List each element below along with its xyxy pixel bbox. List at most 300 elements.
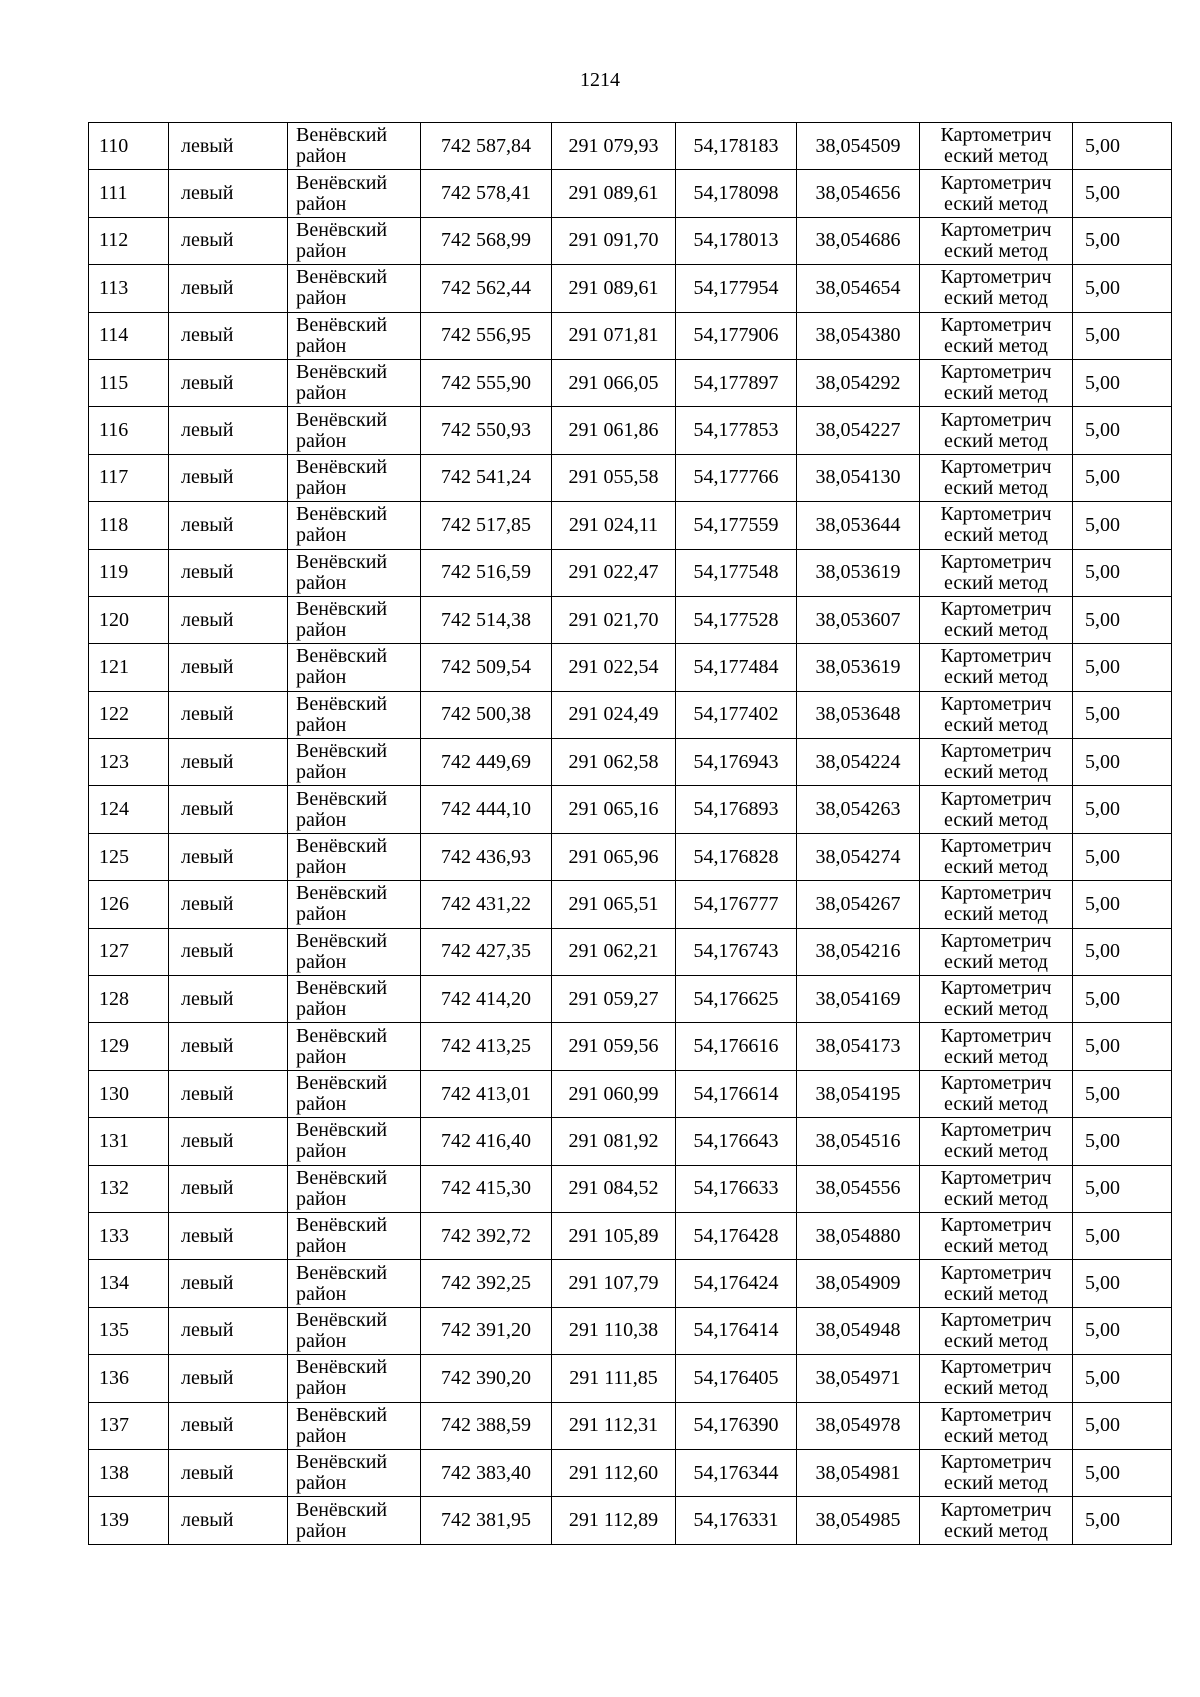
point-number-cell: 115 bbox=[89, 359, 169, 406]
table-row bbox=[89, 1165, 1172, 1212]
table-row bbox=[89, 1023, 1172, 1070]
accuracy-cell: 5,00 bbox=[1073, 549, 1172, 596]
coord-x-cell: 742 436,93 bbox=[421, 833, 552, 880]
table-row bbox=[89, 833, 1172, 880]
coord-y-cell: 291 061,86 bbox=[552, 407, 676, 454]
table-row bbox=[89, 359, 1172, 406]
point-number-cell: 117 bbox=[89, 454, 169, 501]
latitude-cell: 54,176414 bbox=[676, 1307, 797, 1354]
accuracy-cell: 5,00 bbox=[1073, 123, 1172, 170]
district-cell: Венёвский район bbox=[288, 644, 421, 691]
method-cell: Картометрич еский метод bbox=[920, 644, 1073, 691]
coord-x-cell: 742 514,38 bbox=[421, 596, 552, 643]
accuracy-cell: 5,00 bbox=[1073, 833, 1172, 880]
method-cell: Картометрич еский метод bbox=[920, 786, 1073, 833]
bank-side-cell: левый bbox=[169, 454, 288, 501]
coord-y-cell: 291 084,52 bbox=[552, 1165, 676, 1212]
district-cell: Венёвский район bbox=[288, 786, 421, 833]
method-cell: Картометрич еский метод bbox=[920, 1023, 1073, 1070]
coord-y-cell: 291 105,89 bbox=[552, 1212, 676, 1259]
table-row bbox=[89, 454, 1172, 501]
point-number-cell: 113 bbox=[89, 265, 169, 312]
bank-side-cell: левый bbox=[169, 644, 288, 691]
latitude-cell: 54,177766 bbox=[676, 454, 797, 501]
coord-x-cell: 742 449,69 bbox=[421, 739, 552, 786]
longitude-cell: 38,054686 bbox=[797, 217, 920, 264]
district-cell: Венёвский район bbox=[288, 1070, 421, 1117]
longitude-cell: 38,054556 bbox=[797, 1165, 920, 1212]
coord-y-cell: 291 079,93 bbox=[552, 123, 676, 170]
latitude-cell: 54,176643 bbox=[676, 1118, 797, 1165]
table-row bbox=[89, 1402, 1172, 1449]
table-row bbox=[89, 739, 1172, 786]
bank-side-cell: левый bbox=[169, 265, 288, 312]
longitude-cell: 38,054656 bbox=[797, 170, 920, 217]
accuracy-cell: 5,00 bbox=[1073, 691, 1172, 738]
longitude-cell: 38,054224 bbox=[797, 739, 920, 786]
method-cell: Картометрич еский метод bbox=[920, 833, 1073, 880]
longitude-cell: 38,054654 bbox=[797, 265, 920, 312]
latitude-cell: 54,178098 bbox=[676, 170, 797, 217]
method-cell: Картометрич еский метод bbox=[920, 123, 1073, 170]
latitude-cell: 54,178183 bbox=[676, 123, 797, 170]
district-cell: Венёвский район bbox=[288, 217, 421, 264]
district-cell: Венёвский район bbox=[288, 454, 421, 501]
method-cell: Картометрич еский метод bbox=[920, 359, 1073, 406]
point-number-cell: 135 bbox=[89, 1307, 169, 1354]
longitude-cell: 38,054880 bbox=[797, 1212, 920, 1259]
coord-x-cell: 742 578,41 bbox=[421, 170, 552, 217]
accuracy-cell: 5,00 bbox=[1073, 1260, 1172, 1307]
coordinates-table bbox=[88, 122, 1172, 1545]
accuracy-cell: 5,00 bbox=[1073, 1497, 1172, 1544]
method-cell: Картометрич еский метод bbox=[920, 1165, 1073, 1212]
latitude-cell: 54,177897 bbox=[676, 359, 797, 406]
longitude-cell: 38,053648 bbox=[797, 691, 920, 738]
coord-x-cell: 742 413,01 bbox=[421, 1070, 552, 1117]
table-row bbox=[89, 1449, 1172, 1496]
district-cell: Венёвский район bbox=[288, 976, 421, 1023]
coord-y-cell: 291 066,05 bbox=[552, 359, 676, 406]
district-cell: Венёвский район bbox=[288, 1023, 421, 1070]
bank-side-cell: левый bbox=[169, 976, 288, 1023]
method-cell: Картометрич еский метод bbox=[920, 1070, 1073, 1117]
coord-y-cell: 291 022,54 bbox=[552, 644, 676, 691]
method-cell: Картометрич еский метод bbox=[920, 217, 1073, 264]
point-number-cell: 112 bbox=[89, 217, 169, 264]
coord-y-cell: 291 022,47 bbox=[552, 549, 676, 596]
latitude-cell: 54,176405 bbox=[676, 1355, 797, 1402]
table-row bbox=[89, 1307, 1172, 1354]
point-number-cell: 120 bbox=[89, 596, 169, 643]
table-row bbox=[89, 170, 1172, 217]
district-cell: Венёвский район bbox=[288, 549, 421, 596]
accuracy-cell: 5,00 bbox=[1073, 454, 1172, 501]
coord-x-cell: 742 562,44 bbox=[421, 265, 552, 312]
accuracy-cell: 5,00 bbox=[1073, 1402, 1172, 1449]
district-cell: Венёвский район bbox=[288, 1449, 421, 1496]
table-row bbox=[89, 881, 1172, 928]
coord-x-cell: 742 500,38 bbox=[421, 691, 552, 738]
longitude-cell: 38,053619 bbox=[797, 644, 920, 691]
point-number-cell: 124 bbox=[89, 786, 169, 833]
table-row bbox=[89, 1118, 1172, 1165]
point-number-cell: 138 bbox=[89, 1449, 169, 1496]
district-cell: Венёвский район bbox=[288, 312, 421, 359]
latitude-cell: 54,176625 bbox=[676, 976, 797, 1023]
latitude-cell: 54,176344 bbox=[676, 1449, 797, 1496]
method-cell: Картометрич еский метод bbox=[920, 1118, 1073, 1165]
coord-x-cell: 742 383,40 bbox=[421, 1449, 552, 1496]
bank-side-cell: левый bbox=[169, 407, 288, 454]
latitude-cell: 54,176943 bbox=[676, 739, 797, 786]
latitude-cell: 54,176893 bbox=[676, 786, 797, 833]
accuracy-cell: 5,00 bbox=[1073, 170, 1172, 217]
point-number-cell: 114 bbox=[89, 312, 169, 359]
bank-side-cell: левый bbox=[169, 1355, 288, 1402]
point-number-cell: 126 bbox=[89, 881, 169, 928]
latitude-cell: 54,176616 bbox=[676, 1023, 797, 1070]
method-cell: Картометрич еский метод bbox=[920, 454, 1073, 501]
coord-x-cell: 742 415,30 bbox=[421, 1165, 552, 1212]
coord-y-cell: 291 059,27 bbox=[552, 976, 676, 1023]
bank-side-cell: левый bbox=[169, 1402, 288, 1449]
method-cell: Картометрич еский метод bbox=[920, 407, 1073, 454]
coord-y-cell: 291 081,92 bbox=[552, 1118, 676, 1165]
coord-x-cell: 742 390,20 bbox=[421, 1355, 552, 1402]
coord-y-cell: 291 062,21 bbox=[552, 928, 676, 975]
district-cell: Венёвский район bbox=[288, 170, 421, 217]
district-cell: Венёвский район bbox=[288, 928, 421, 975]
coord-x-cell: 742 550,93 bbox=[421, 407, 552, 454]
table-row bbox=[89, 976, 1172, 1023]
coord-x-cell: 742 556,95 bbox=[421, 312, 552, 359]
latitude-cell: 54,176428 bbox=[676, 1212, 797, 1259]
method-cell: Картометрич еский метод bbox=[920, 1307, 1073, 1354]
accuracy-cell: 5,00 bbox=[1073, 644, 1172, 691]
table-row bbox=[89, 928, 1172, 975]
coord-y-cell: 291 111,85 bbox=[552, 1355, 676, 1402]
latitude-cell: 54,176777 bbox=[676, 881, 797, 928]
coord-y-cell: 291 024,11 bbox=[552, 502, 676, 549]
coord-x-cell: 742 516,59 bbox=[421, 549, 552, 596]
longitude-cell: 38,053619 bbox=[797, 549, 920, 596]
latitude-cell: 54,177954 bbox=[676, 265, 797, 312]
point-number-cell: 118 bbox=[89, 502, 169, 549]
longitude-cell: 38,054981 bbox=[797, 1449, 920, 1496]
district-cell: Венёвский район bbox=[288, 1118, 421, 1165]
coord-y-cell: 291 065,51 bbox=[552, 881, 676, 928]
coordinates-table-body bbox=[89, 123, 1172, 1545]
coord-x-cell: 742 381,95 bbox=[421, 1497, 552, 1544]
coord-x-cell: 742 568,99 bbox=[421, 217, 552, 264]
accuracy-cell: 5,00 bbox=[1073, 502, 1172, 549]
point-number-cell: 111 bbox=[89, 170, 169, 217]
bank-side-cell: левый bbox=[169, 502, 288, 549]
table-row bbox=[89, 312, 1172, 359]
longitude-cell: 38,053607 bbox=[797, 596, 920, 643]
method-cell: Картометрич еский метод bbox=[920, 1212, 1073, 1259]
district-cell: Венёвский район bbox=[288, 359, 421, 406]
longitude-cell: 38,054169 bbox=[797, 976, 920, 1023]
coord-y-cell: 291 062,58 bbox=[552, 739, 676, 786]
coord-y-cell: 291 071,81 bbox=[552, 312, 676, 359]
bank-side-cell: левый bbox=[169, 1307, 288, 1354]
bank-side-cell: левый bbox=[169, 786, 288, 833]
point-number-cell: 127 bbox=[89, 928, 169, 975]
bank-side-cell: левый bbox=[169, 217, 288, 264]
method-cell: Картометрич еский метод bbox=[920, 1497, 1073, 1544]
coord-x-cell: 742 431,22 bbox=[421, 881, 552, 928]
latitude-cell: 54,177402 bbox=[676, 691, 797, 738]
district-cell: Венёвский район bbox=[288, 1212, 421, 1259]
point-number-cell: 123 bbox=[89, 739, 169, 786]
longitude-cell: 38,054516 bbox=[797, 1118, 920, 1165]
district-cell: Венёвский район bbox=[288, 407, 421, 454]
method-cell: Картометрич еский метод bbox=[920, 881, 1073, 928]
bank-side-cell: левый bbox=[169, 596, 288, 643]
accuracy-cell: 5,00 bbox=[1073, 1307, 1172, 1354]
method-cell: Картометрич еский метод bbox=[920, 502, 1073, 549]
table-row bbox=[89, 691, 1172, 738]
district-cell: Венёвский район bbox=[288, 123, 421, 170]
accuracy-cell: 5,00 bbox=[1073, 976, 1172, 1023]
coord-x-cell: 742 444,10 bbox=[421, 786, 552, 833]
point-number-cell: 131 bbox=[89, 1118, 169, 1165]
longitude-cell: 38,054130 bbox=[797, 454, 920, 501]
district-cell: Венёвский район bbox=[288, 502, 421, 549]
district-cell: Венёвский район bbox=[288, 1355, 421, 1402]
table-row bbox=[89, 1260, 1172, 1307]
table-row bbox=[89, 549, 1172, 596]
longitude-cell: 38,054971 bbox=[797, 1355, 920, 1402]
bank-side-cell: левый bbox=[169, 1070, 288, 1117]
coord-y-cell: 291 065,16 bbox=[552, 786, 676, 833]
district-cell: Венёвский район bbox=[288, 1165, 421, 1212]
longitude-cell: 38,054227 bbox=[797, 407, 920, 454]
bank-side-cell: левый bbox=[169, 549, 288, 596]
point-number-cell: 134 bbox=[89, 1260, 169, 1307]
latitude-cell: 54,176331 bbox=[676, 1497, 797, 1544]
table-row bbox=[89, 1497, 1172, 1544]
accuracy-cell: 5,00 bbox=[1073, 739, 1172, 786]
table-row bbox=[89, 407, 1172, 454]
table-row bbox=[89, 596, 1172, 643]
table-row bbox=[89, 502, 1172, 549]
latitude-cell: 54,178013 bbox=[676, 217, 797, 264]
coord-y-cell: 291 089,61 bbox=[552, 265, 676, 312]
bank-side-cell: левый bbox=[169, 1497, 288, 1544]
method-cell: Картометрич еский метод bbox=[920, 1260, 1073, 1307]
point-number-cell: 133 bbox=[89, 1212, 169, 1259]
point-number-cell: 122 bbox=[89, 691, 169, 738]
method-cell: Картометрич еский метод bbox=[920, 691, 1073, 738]
longitude-cell: 38,054263 bbox=[797, 786, 920, 833]
longitude-cell: 38,054173 bbox=[797, 1023, 920, 1070]
accuracy-cell: 5,00 bbox=[1073, 1355, 1172, 1402]
district-cell: Венёвский район bbox=[288, 833, 421, 880]
accuracy-cell: 5,00 bbox=[1073, 312, 1172, 359]
longitude-cell: 38,054274 bbox=[797, 833, 920, 880]
longitude-cell: 38,054216 bbox=[797, 928, 920, 975]
bank-side-cell: левый bbox=[169, 123, 288, 170]
longitude-cell: 38,054948 bbox=[797, 1307, 920, 1354]
coord-x-cell: 742 416,40 bbox=[421, 1118, 552, 1165]
accuracy-cell: 5,00 bbox=[1073, 1118, 1172, 1165]
coord-y-cell: 291 065,96 bbox=[552, 833, 676, 880]
district-cell: Венёвский район bbox=[288, 265, 421, 312]
coord-y-cell: 291 060,99 bbox=[552, 1070, 676, 1117]
latitude-cell: 54,177528 bbox=[676, 596, 797, 643]
accuracy-cell: 5,00 bbox=[1073, 596, 1172, 643]
latitude-cell: 54,176390 bbox=[676, 1402, 797, 1449]
method-cell: Картометрич еский метод bbox=[920, 549, 1073, 596]
coord-y-cell: 291 021,70 bbox=[552, 596, 676, 643]
table-row bbox=[89, 644, 1172, 691]
longitude-cell: 38,054380 bbox=[797, 312, 920, 359]
coord-x-cell: 742 587,84 bbox=[421, 123, 552, 170]
coord-x-cell: 742 413,25 bbox=[421, 1023, 552, 1070]
latitude-cell: 54,176614 bbox=[676, 1070, 797, 1117]
longitude-cell: 38,053644 bbox=[797, 502, 920, 549]
district-cell: Венёвский район bbox=[288, 1402, 421, 1449]
page-number: 1214 bbox=[580, 69, 620, 91]
accuracy-cell: 5,00 bbox=[1073, 217, 1172, 264]
method-cell: Картометрич еский метод bbox=[920, 596, 1073, 643]
point-number-cell: 130 bbox=[89, 1070, 169, 1117]
accuracy-cell: 5,00 bbox=[1073, 1023, 1172, 1070]
method-cell: Картометрич еский метод bbox=[920, 928, 1073, 975]
table-row bbox=[89, 786, 1172, 833]
latitude-cell: 54,177853 bbox=[676, 407, 797, 454]
table-row bbox=[89, 1070, 1172, 1117]
coord-y-cell: 291 110,38 bbox=[552, 1307, 676, 1354]
district-cell: Венёвский район bbox=[288, 691, 421, 738]
latitude-cell: 54,177559 bbox=[676, 502, 797, 549]
coord-x-cell: 742 388,59 bbox=[421, 1402, 552, 1449]
bank-side-cell: левый bbox=[169, 359, 288, 406]
latitude-cell: 54,177906 bbox=[676, 312, 797, 359]
table-row bbox=[89, 217, 1172, 264]
longitude-cell: 38,054978 bbox=[797, 1402, 920, 1449]
coord-y-cell: 291 112,31 bbox=[552, 1402, 676, 1449]
point-number-cell: 110 bbox=[89, 123, 169, 170]
accuracy-cell: 5,00 bbox=[1073, 1449, 1172, 1496]
point-number-cell: 128 bbox=[89, 976, 169, 1023]
latitude-cell: 54,176743 bbox=[676, 928, 797, 975]
point-number-cell: 136 bbox=[89, 1355, 169, 1402]
district-cell: Венёвский район bbox=[288, 739, 421, 786]
bank-side-cell: левый bbox=[169, 739, 288, 786]
longitude-cell: 38,054292 bbox=[797, 359, 920, 406]
latitude-cell: 54,176828 bbox=[676, 833, 797, 880]
accuracy-cell: 5,00 bbox=[1073, 1070, 1172, 1117]
district-cell: Венёвский район bbox=[288, 1260, 421, 1307]
coord-x-cell: 742 509,54 bbox=[421, 644, 552, 691]
method-cell: Картометрич еский метод bbox=[920, 739, 1073, 786]
point-number-cell: 129 bbox=[89, 1023, 169, 1070]
coord-y-cell: 291 089,61 bbox=[552, 170, 676, 217]
point-number-cell: 137 bbox=[89, 1402, 169, 1449]
bank-side-cell: левый bbox=[169, 1023, 288, 1070]
method-cell: Картометрич еский метод bbox=[920, 1355, 1073, 1402]
table-row bbox=[89, 1355, 1172, 1402]
point-number-cell: 119 bbox=[89, 549, 169, 596]
bank-side-cell: левый bbox=[169, 1118, 288, 1165]
table-row bbox=[89, 123, 1172, 170]
coord-x-cell: 742 392,72 bbox=[421, 1212, 552, 1259]
bank-side-cell: левый bbox=[169, 1449, 288, 1496]
coord-y-cell: 291 091,70 bbox=[552, 217, 676, 264]
coord-x-cell: 742 555,90 bbox=[421, 359, 552, 406]
point-number-cell: 139 bbox=[89, 1497, 169, 1544]
longitude-cell: 38,054267 bbox=[797, 881, 920, 928]
method-cell: Картометрич еский метод bbox=[920, 170, 1073, 217]
coord-x-cell: 742 391,20 bbox=[421, 1307, 552, 1354]
accuracy-cell: 5,00 bbox=[1073, 1212, 1172, 1259]
bank-side-cell: левый bbox=[169, 1212, 288, 1259]
accuracy-cell: 5,00 bbox=[1073, 786, 1172, 833]
bank-side-cell: левый bbox=[169, 1260, 288, 1307]
accuracy-cell: 5,00 bbox=[1073, 407, 1172, 454]
method-cell: Картометрич еский метод bbox=[920, 1449, 1073, 1496]
latitude-cell: 54,177548 bbox=[676, 549, 797, 596]
coord-x-cell: 742 517,85 bbox=[421, 502, 552, 549]
accuracy-cell: 5,00 bbox=[1073, 359, 1172, 406]
point-number-cell: 125 bbox=[89, 833, 169, 880]
coord-y-cell: 291 024,49 bbox=[552, 691, 676, 738]
coord-x-cell: 742 414,20 bbox=[421, 976, 552, 1023]
method-cell: Картометрич еский метод bbox=[920, 312, 1073, 359]
coord-x-cell: 742 392,25 bbox=[421, 1260, 552, 1307]
longitude-cell: 38,054985 bbox=[797, 1497, 920, 1544]
accuracy-cell: 5,00 bbox=[1073, 1165, 1172, 1212]
coord-y-cell: 291 112,89 bbox=[552, 1497, 676, 1544]
coord-y-cell: 291 059,56 bbox=[552, 1023, 676, 1070]
point-number-cell: 132 bbox=[89, 1165, 169, 1212]
bank-side-cell: левый bbox=[169, 833, 288, 880]
district-cell: Венёвский район bbox=[288, 881, 421, 928]
accuracy-cell: 5,00 bbox=[1073, 928, 1172, 975]
coord-x-cell: 742 541,24 bbox=[421, 454, 552, 501]
bank-side-cell: левый bbox=[169, 170, 288, 217]
point-number-cell: 121 bbox=[89, 644, 169, 691]
latitude-cell: 54,177484 bbox=[676, 644, 797, 691]
method-cell: Картометрич еский метод bbox=[920, 1402, 1073, 1449]
bank-side-cell: левый bbox=[169, 881, 288, 928]
accuracy-cell: 5,00 bbox=[1073, 881, 1172, 928]
latitude-cell: 54,176424 bbox=[676, 1260, 797, 1307]
coord-y-cell: 291 107,79 bbox=[552, 1260, 676, 1307]
method-cell: Картометрич еский метод bbox=[920, 265, 1073, 312]
longitude-cell: 38,054195 bbox=[797, 1070, 920, 1117]
longitude-cell: 38,054909 bbox=[797, 1260, 920, 1307]
longitude-cell: 38,054509 bbox=[797, 123, 920, 170]
district-cell: Венёвский район bbox=[288, 1307, 421, 1354]
district-cell: Венёвский район bbox=[288, 1497, 421, 1544]
table-row bbox=[89, 1212, 1172, 1259]
district-cell: Венёвский район bbox=[288, 596, 421, 643]
coord-x-cell: 742 427,35 bbox=[421, 928, 552, 975]
method-cell: Картометрич еский метод bbox=[920, 976, 1073, 1023]
bank-side-cell: левый bbox=[169, 312, 288, 359]
latitude-cell: 54,176633 bbox=[676, 1165, 797, 1212]
coord-y-cell: 291 055,58 bbox=[552, 454, 676, 501]
point-number-cell: 116 bbox=[89, 407, 169, 454]
bank-side-cell: левый bbox=[169, 1165, 288, 1212]
bank-side-cell: левый bbox=[169, 691, 288, 738]
accuracy-cell: 5,00 bbox=[1073, 265, 1172, 312]
